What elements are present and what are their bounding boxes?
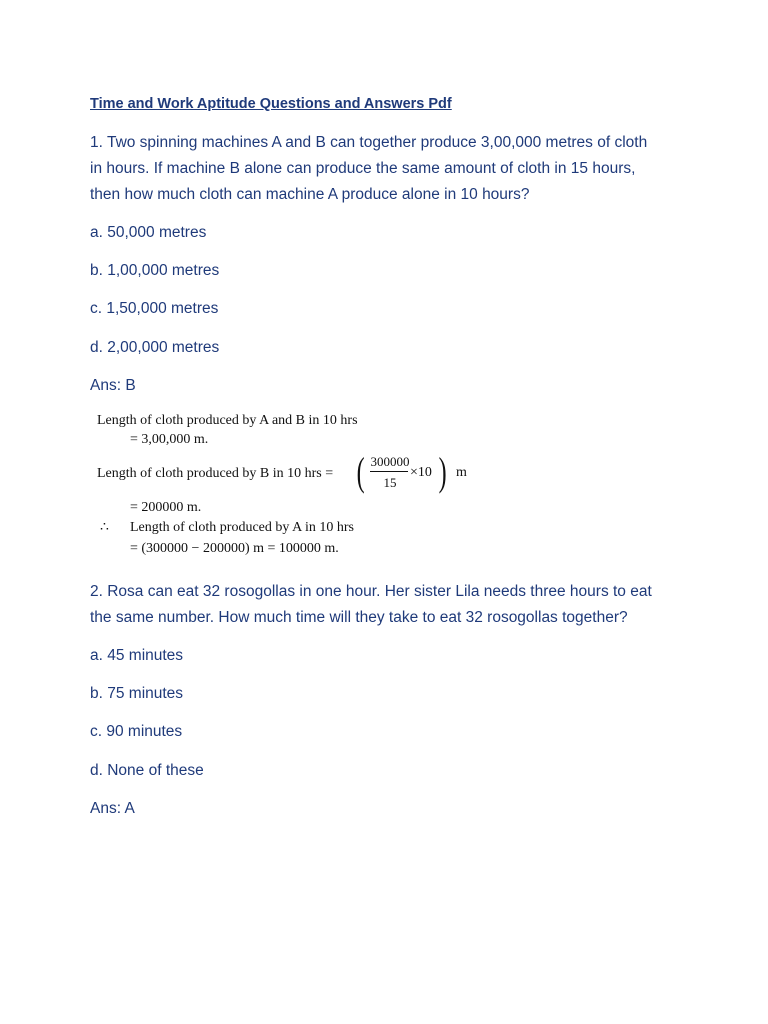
- solution-line-2: = 3,00,000 m.: [130, 432, 209, 447]
- right-paren: ): [438, 449, 447, 494]
- solution-line-5: Length of cloth produced by A in 10 hrs: [130, 520, 354, 535]
- q2-option-a: a. 45 minutes: [90, 647, 184, 664]
- document-title: Time and Work Aptitude Questions and Answers Pdf: [90, 96, 452, 112]
- solution-line-4: = 200000 m.: [130, 500, 202, 515]
- fraction-unit: m: [456, 465, 467, 480]
- solution-line-3: Length of cloth produced by B in 10 hrs =: [97, 466, 334, 481]
- left-paren: (: [356, 449, 365, 494]
- solution-line-6: = (300000 − 200000) m = 100000 m.: [130, 541, 339, 556]
- q2-text-line-2: the same number. How much time will they take to eat 32 rosogollas together?: [90, 609, 628, 626]
- q1-text-line-3: then how much cloth can machine A produce alone in 10 hours?: [90, 186, 530, 203]
- q1-text-line-1: 1. Two spinning machines A and B can together produce 3,00,000 metres of cloth: [90, 134, 648, 151]
- q1-option-b: b. 1,00,000 metres: [90, 262, 220, 279]
- q2-answer: Ans: A: [90, 800, 135, 817]
- q2-option-d: d. None of these: [90, 762, 204, 779]
- q2-text-line-1: 2. Rosa can eat 32 rosogollas in one hour. Her sister Lila needs three hours to eat: [90, 583, 652, 600]
- fraction-bar: [370, 471, 408, 472]
- fraction-numerator: 300000: [370, 454, 410, 469]
- fraction-multiplier: ×10: [410, 465, 432, 480]
- q1-option-d: d. 2,00,000 metres: [90, 339, 220, 356]
- solution-line-1: Length of cloth produced by A and B in 10 hrs: [97, 413, 358, 428]
- q2-option-c: c. 90 minutes: [90, 723, 183, 740]
- q1-option-c: c. 1,50,000 metres: [90, 300, 219, 317]
- solution-fraction: [358, 448, 468, 498]
- q1-option-a: a. 50,000 metres: [90, 224, 207, 241]
- q1-answer: Ans: B: [90, 377, 136, 394]
- q2-option-b: b. 75 minutes: [90, 685, 184, 702]
- therefore-symbol: ∴: [100, 520, 109, 535]
- q1-text-line-2: in hours. If machine B alone can produce the same amount of cloth in 15 hours,: [90, 160, 636, 177]
- fraction-denominator: 15: [383, 475, 397, 490]
